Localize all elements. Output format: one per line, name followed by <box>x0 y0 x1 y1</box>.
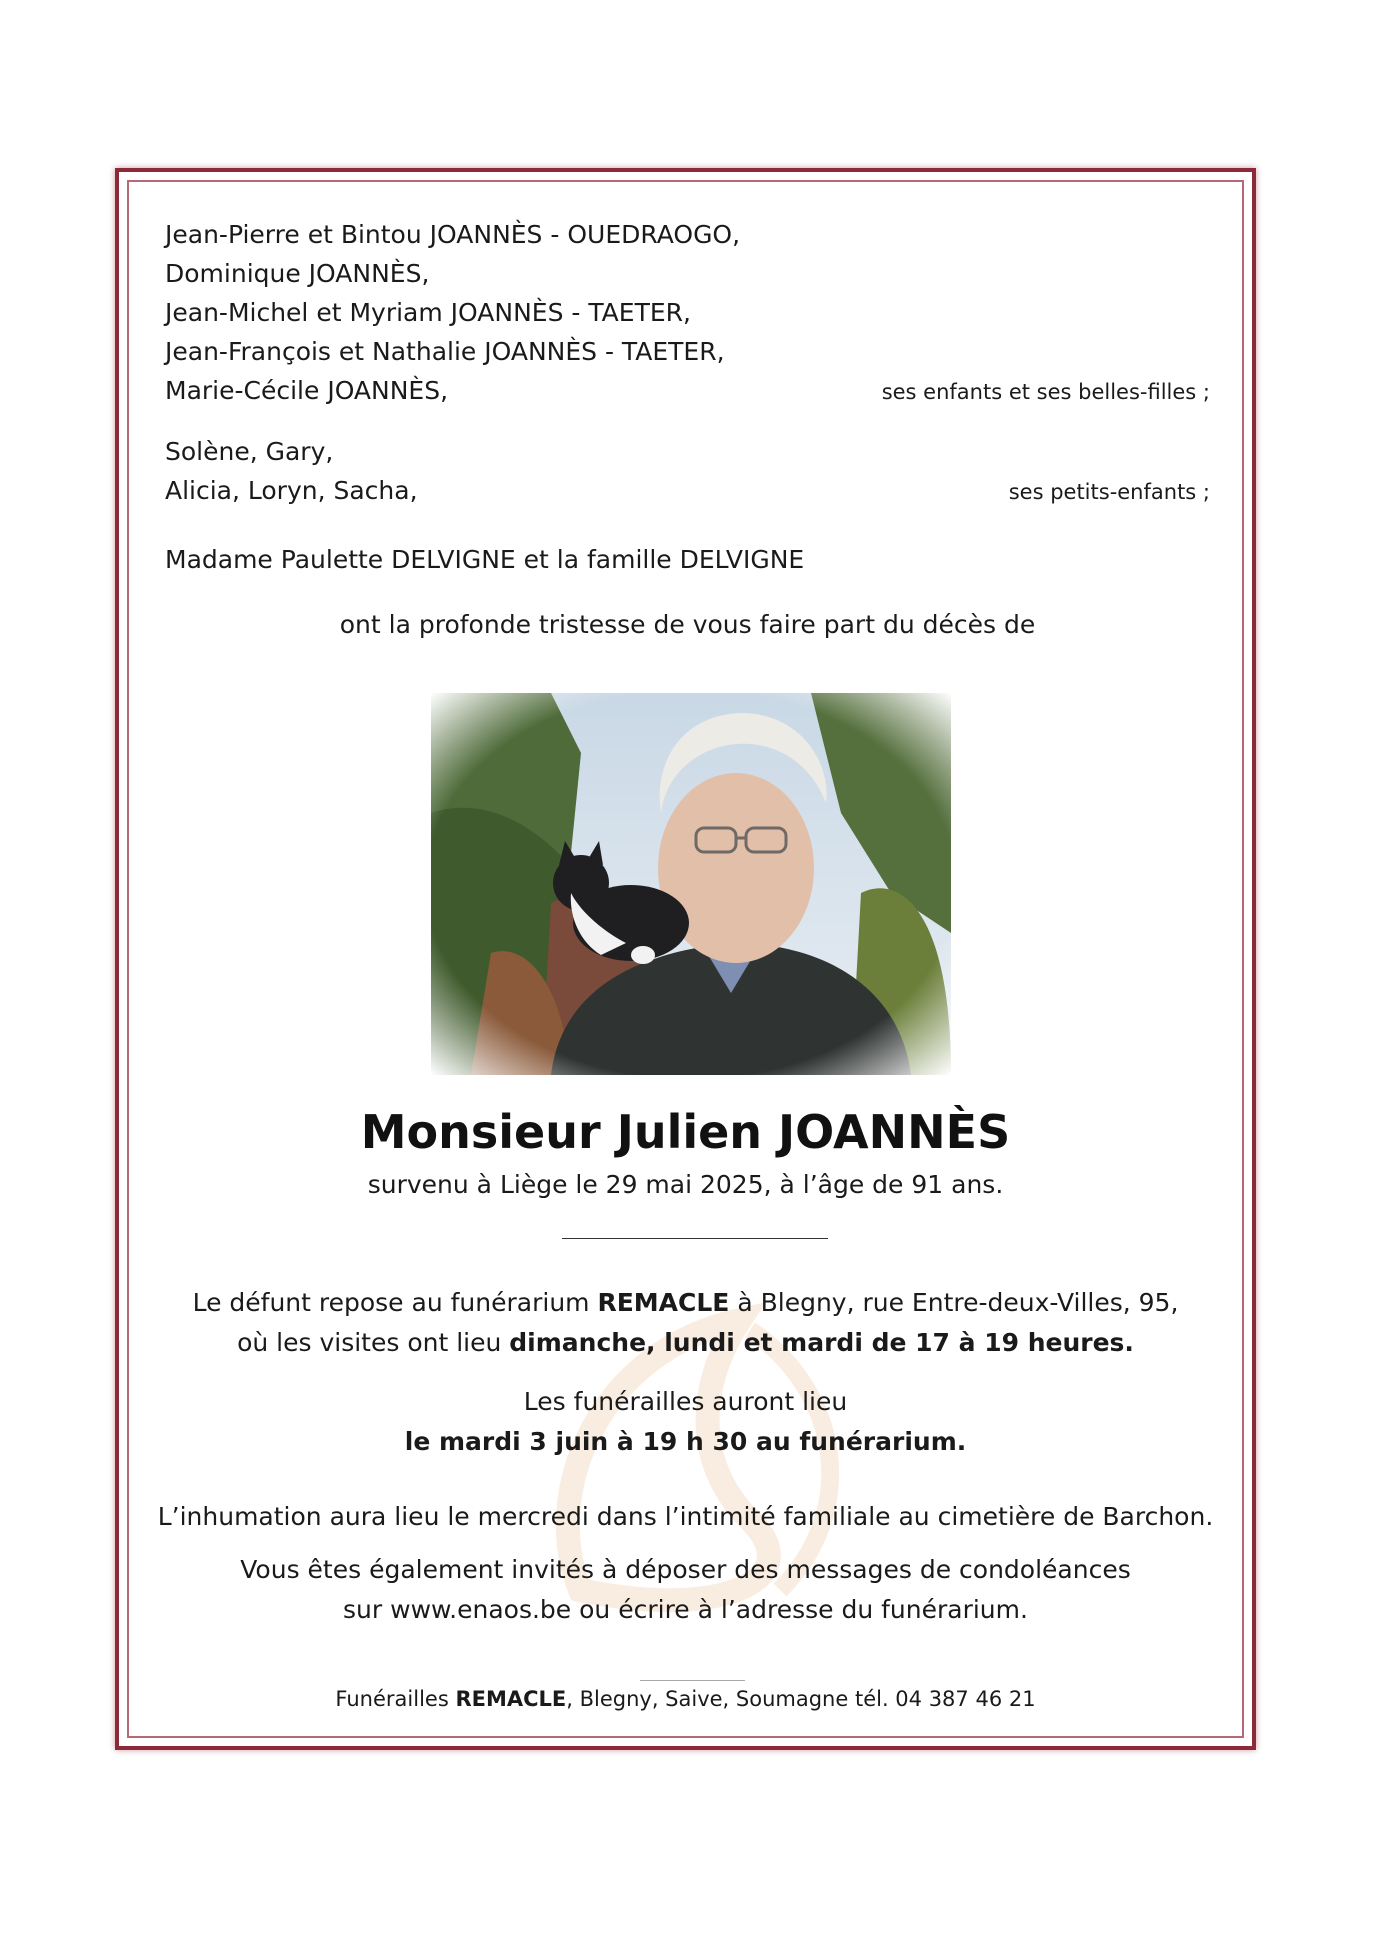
family-section <box>165 215 1210 639</box>
other-family: Madame Paulette DELVIGNE et la famille DELVIGNE <box>165 545 805 574</box>
portrait-photo <box>431 693 951 1075</box>
section-divider <box>562 1238 828 1239</box>
viewing-text: à Blegny, rue Entre-deux-Villes, 95, <box>729 1288 1179 1317</box>
condolences-line-1: Vous êtes également invités à déposer des messages de condoléances <box>240 1555 1131 1584</box>
footer-company: REMACLE <box>455 1687 567 1711</box>
viewing-line-2 <box>115 1323 1256 1363</box>
family-line: Marie-Cécile JOANNÈS, <box>165 376 449 405</box>
funeral-line-1: Les funérailles auront lieu <box>523 1387 848 1416</box>
family-line: Jean-Pierre et Bintou JOANNÈS - OUEDRAOGO, <box>165 220 741 249</box>
family-line: Jean-Michel et Myriam JOANNÈS - TAETER, <box>165 298 691 327</box>
viewing-text: où les visites ont lieu <box>237 1328 510 1357</box>
grandchildren-role: ses petits-enfants ; <box>1008 480 1210 504</box>
footer-contact: , Blegny, Saive, Soumagne tél. 04 387 46 21 <box>566 1687 1036 1711</box>
viewing-text: Le défunt repose au funérarium <box>192 1288 598 1317</box>
funeral-info <box>115 1382 1256 1462</box>
deceased-name: Monsieur Julien JOANNÈS <box>360 1105 1011 1159</box>
footer-divider <box>640 1680 745 1681</box>
family-line: Jean-François et Nathalie JOANNÈS - TAETER, <box>165 337 725 366</box>
funeral-date: le mardi 3 juin à 19 h 30 au funérarium. <box>404 1427 967 1456</box>
grandchildren-line: Alicia, Loryn, Sacha, <box>165 476 418 505</box>
announcement-text: ont la profonde tristesse de vous faire part du décès de <box>339 610 1036 639</box>
burial-info: L’inhumation aura lieu le mercredi dans l’intimité familiale au cimetière de Barchon. <box>157 1502 1214 1531</box>
footer <box>115 1687 1256 1711</box>
viewing-line-1 <box>115 1283 1256 1323</box>
family-row-children <box>165 371 1210 412</box>
condolences-info <box>115 1550 1256 1630</box>
family-row-grandchildren <box>165 471 1210 512</box>
children-role: ses enfants et ses belles-filles ; <box>881 380 1210 404</box>
family-line: Dominique JOANNÈS, <box>165 259 430 288</box>
grandchildren-line: Solène, Gary, <box>165 437 334 466</box>
viewing-hours: dimanche, lundi et mardi de 17 à 19 heures. <box>509 1328 1134 1357</box>
funeral-home-name: REMACLE <box>597 1288 730 1317</box>
portrait-image <box>431 693 951 1075</box>
viewing-info <box>115 1283 1256 1363</box>
deceased-details: survenu à Liège le 29 mai 2025, à l’âge de 91 ans. <box>367 1170 1004 1199</box>
condolences-line-2: sur www.enaos.be ou écrire à l’adresse du funérarium. <box>343 1595 1028 1624</box>
footer-text: Funérailles <box>335 1687 456 1711</box>
